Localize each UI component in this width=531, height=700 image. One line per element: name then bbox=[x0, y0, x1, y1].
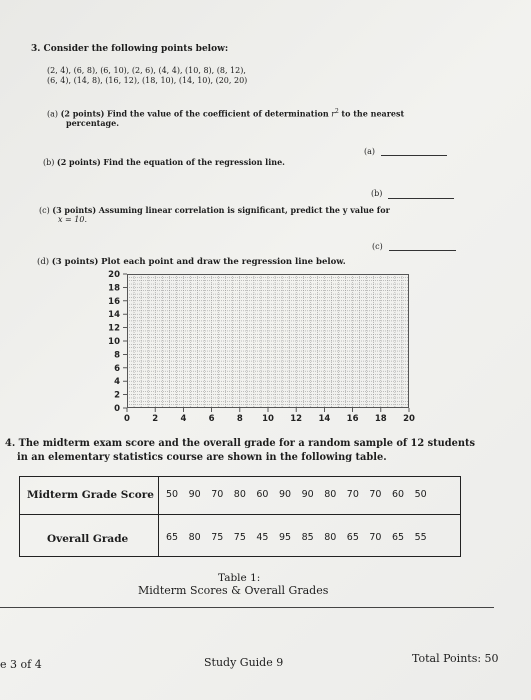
y-tick-label: 6 bbox=[114, 363, 120, 374]
q3c-answer-line[interactable] bbox=[389, 250, 456, 251]
table-header-cell-midterm bbox=[20, 477, 159, 514]
y-tick-label: 18 bbox=[108, 283, 120, 294]
midterm-score-cell: 70 bbox=[346, 489, 359, 500]
midterm-score-cell: 80 bbox=[324, 489, 337, 500]
q3a-symbol: r bbox=[331, 109, 336, 119]
x-tick-label: 8 bbox=[236, 414, 243, 424]
overall-grade-cell: 75 bbox=[233, 532, 246, 543]
q3c-text2: x = 10. bbox=[58, 215, 88, 224]
q3d-points: (3 points) bbox=[51, 257, 99, 267]
q3d-text: Plot each point and draw the regression line below. bbox=[101, 257, 346, 267]
x-tick-label: 18 bbox=[374, 414, 387, 424]
x-tick-label: 14 bbox=[318, 414, 331, 424]
q3-prompt: 3. Consider the following points below: bbox=[31, 44, 229, 54]
midterm-score-cell: 90 bbox=[188, 489, 201, 500]
overall-grade-cell: 65 bbox=[346, 532, 359, 543]
q3a-label: (a) bbox=[47, 109, 59, 119]
q3a-text-end: to the nearest bbox=[341, 108, 405, 119]
y-tick-label: 0 bbox=[114, 404, 120, 414]
y-tick-label: 14 bbox=[108, 310, 120, 321]
y-tick-label: 20 bbox=[108, 270, 120, 280]
q3a-text2: percentage. bbox=[66, 118, 120, 128]
plot-axes-svg bbox=[104, 266, 415, 426]
q4-line2: in an elementary statistics course are shown in the following table. bbox=[17, 452, 387, 463]
grades-table bbox=[19, 476, 461, 557]
q3a-text: Find the value of the coefficient of determination bbox=[107, 108, 329, 119]
table-row-overall bbox=[20, 514, 460, 556]
q3c-answer-label: (c) bbox=[372, 242, 383, 251]
overall-grade-cell: 55 bbox=[414, 532, 427, 543]
q3c-label: (c) bbox=[39, 206, 50, 215]
midterm-score-cell: 50 bbox=[414, 489, 427, 500]
footer-page-number: e 3 of 4 bbox=[0, 658, 42, 671]
x-tick-label: 10 bbox=[262, 414, 274, 424]
footer-guide-title: Study Guide 9 bbox=[204, 656, 284, 669]
q3-points-line1: (2, 4), (6, 8), (6, 10), (2, 6), (4, 4), (10, 8), (8, 12), bbox=[47, 66, 246, 75]
table-header-cell-overall bbox=[20, 514, 159, 556]
q3d-label: (d) bbox=[37, 257, 50, 267]
q3b-points: (2 points) bbox=[56, 157, 101, 167]
overall-grade-cell: 85 bbox=[301, 532, 314, 543]
footer-divider bbox=[0, 607, 494, 608]
table-header-overall: Overall Grade bbox=[47, 533, 129, 545]
q3b-answer-line[interactable] bbox=[388, 198, 454, 199]
q3b-answer-label: (b) bbox=[371, 189, 383, 198]
q4-line1: 4. The midterm exam score and the overall grade for a random sample of 12 students bbox=[5, 438, 475, 449]
y-tick-label: 8 bbox=[114, 350, 120, 361]
q3a-points: (2 points) bbox=[60, 108, 105, 119]
q3-points-line2: (6, 4), (14, 8), (16, 12), (18, 10), (14, 10), (20, 20) bbox=[47, 76, 248, 85]
q3c-question bbox=[39, 205, 390, 215]
midterm-score-cell: 90 bbox=[279, 489, 292, 500]
q3b-label: (b) bbox=[43, 158, 55, 167]
x-tick-label: 0 bbox=[124, 414, 130, 424]
y-tick-label: 10 bbox=[108, 337, 120, 347]
y-tick-label: 16 bbox=[108, 296, 120, 307]
overall-grade-cell: 80 bbox=[188, 532, 201, 543]
table-header-midterm: Midterm Grade Score bbox=[27, 489, 154, 501]
q3a-answer-line[interactable] bbox=[381, 155, 447, 156]
q3a-answer-label: (a) bbox=[364, 147, 376, 156]
y-tick-label: 4 bbox=[114, 377, 120, 388]
y-tick-label: 12 bbox=[108, 323, 120, 334]
midterm-score-cell: 70 bbox=[369, 489, 382, 500]
x-tick-label: 16 bbox=[346, 414, 359, 424]
q3b-text: Find the equation of the regression line. bbox=[103, 157, 285, 167]
table-caption-title: Midterm Scores & Overall Grades bbox=[138, 584, 329, 597]
x-tick-label: 12 bbox=[290, 414, 303, 424]
x-tick-label: 20 bbox=[403, 414, 415, 424]
midterm-score-cell: 90 bbox=[301, 489, 314, 500]
midterm-score-cell: 80 bbox=[233, 489, 246, 500]
x-tick-label: 6 bbox=[208, 414, 215, 424]
midterm-score-cell: 60 bbox=[392, 489, 405, 500]
table-caption-number: Table 1: bbox=[218, 572, 261, 584]
overall-grade-cell: 75 bbox=[211, 532, 224, 543]
overall-grade-cell: 80 bbox=[324, 532, 337, 543]
overall-grade-cell: 65 bbox=[392, 532, 405, 543]
y-tick-label: 2 bbox=[114, 390, 120, 401]
x-tick-label: 2 bbox=[152, 414, 159, 424]
midterm-score-cell: 60 bbox=[256, 489, 269, 500]
q3c-points: (3 points) bbox=[52, 205, 97, 215]
overall-grade-cell: 70 bbox=[369, 532, 382, 543]
midterm-score-cell: 50 bbox=[166, 489, 179, 500]
q3b-question bbox=[43, 157, 285, 167]
x-tick-label: 4 bbox=[180, 414, 187, 424]
table-row-midterm bbox=[20, 477, 460, 515]
footer-total-points: Total Points: 50 bbox=[412, 652, 499, 665]
overall-grade-cell: 65 bbox=[166, 532, 179, 543]
overall-grade-cell: 45 bbox=[256, 532, 269, 543]
q3a-sup: 2 bbox=[335, 108, 339, 115]
overall-grade-cell: 95 bbox=[279, 532, 292, 543]
midterm-score-cell: 70 bbox=[211, 489, 224, 500]
q3c-text: Assuming linear correlation is significant, predict the y value for bbox=[98, 205, 390, 215]
